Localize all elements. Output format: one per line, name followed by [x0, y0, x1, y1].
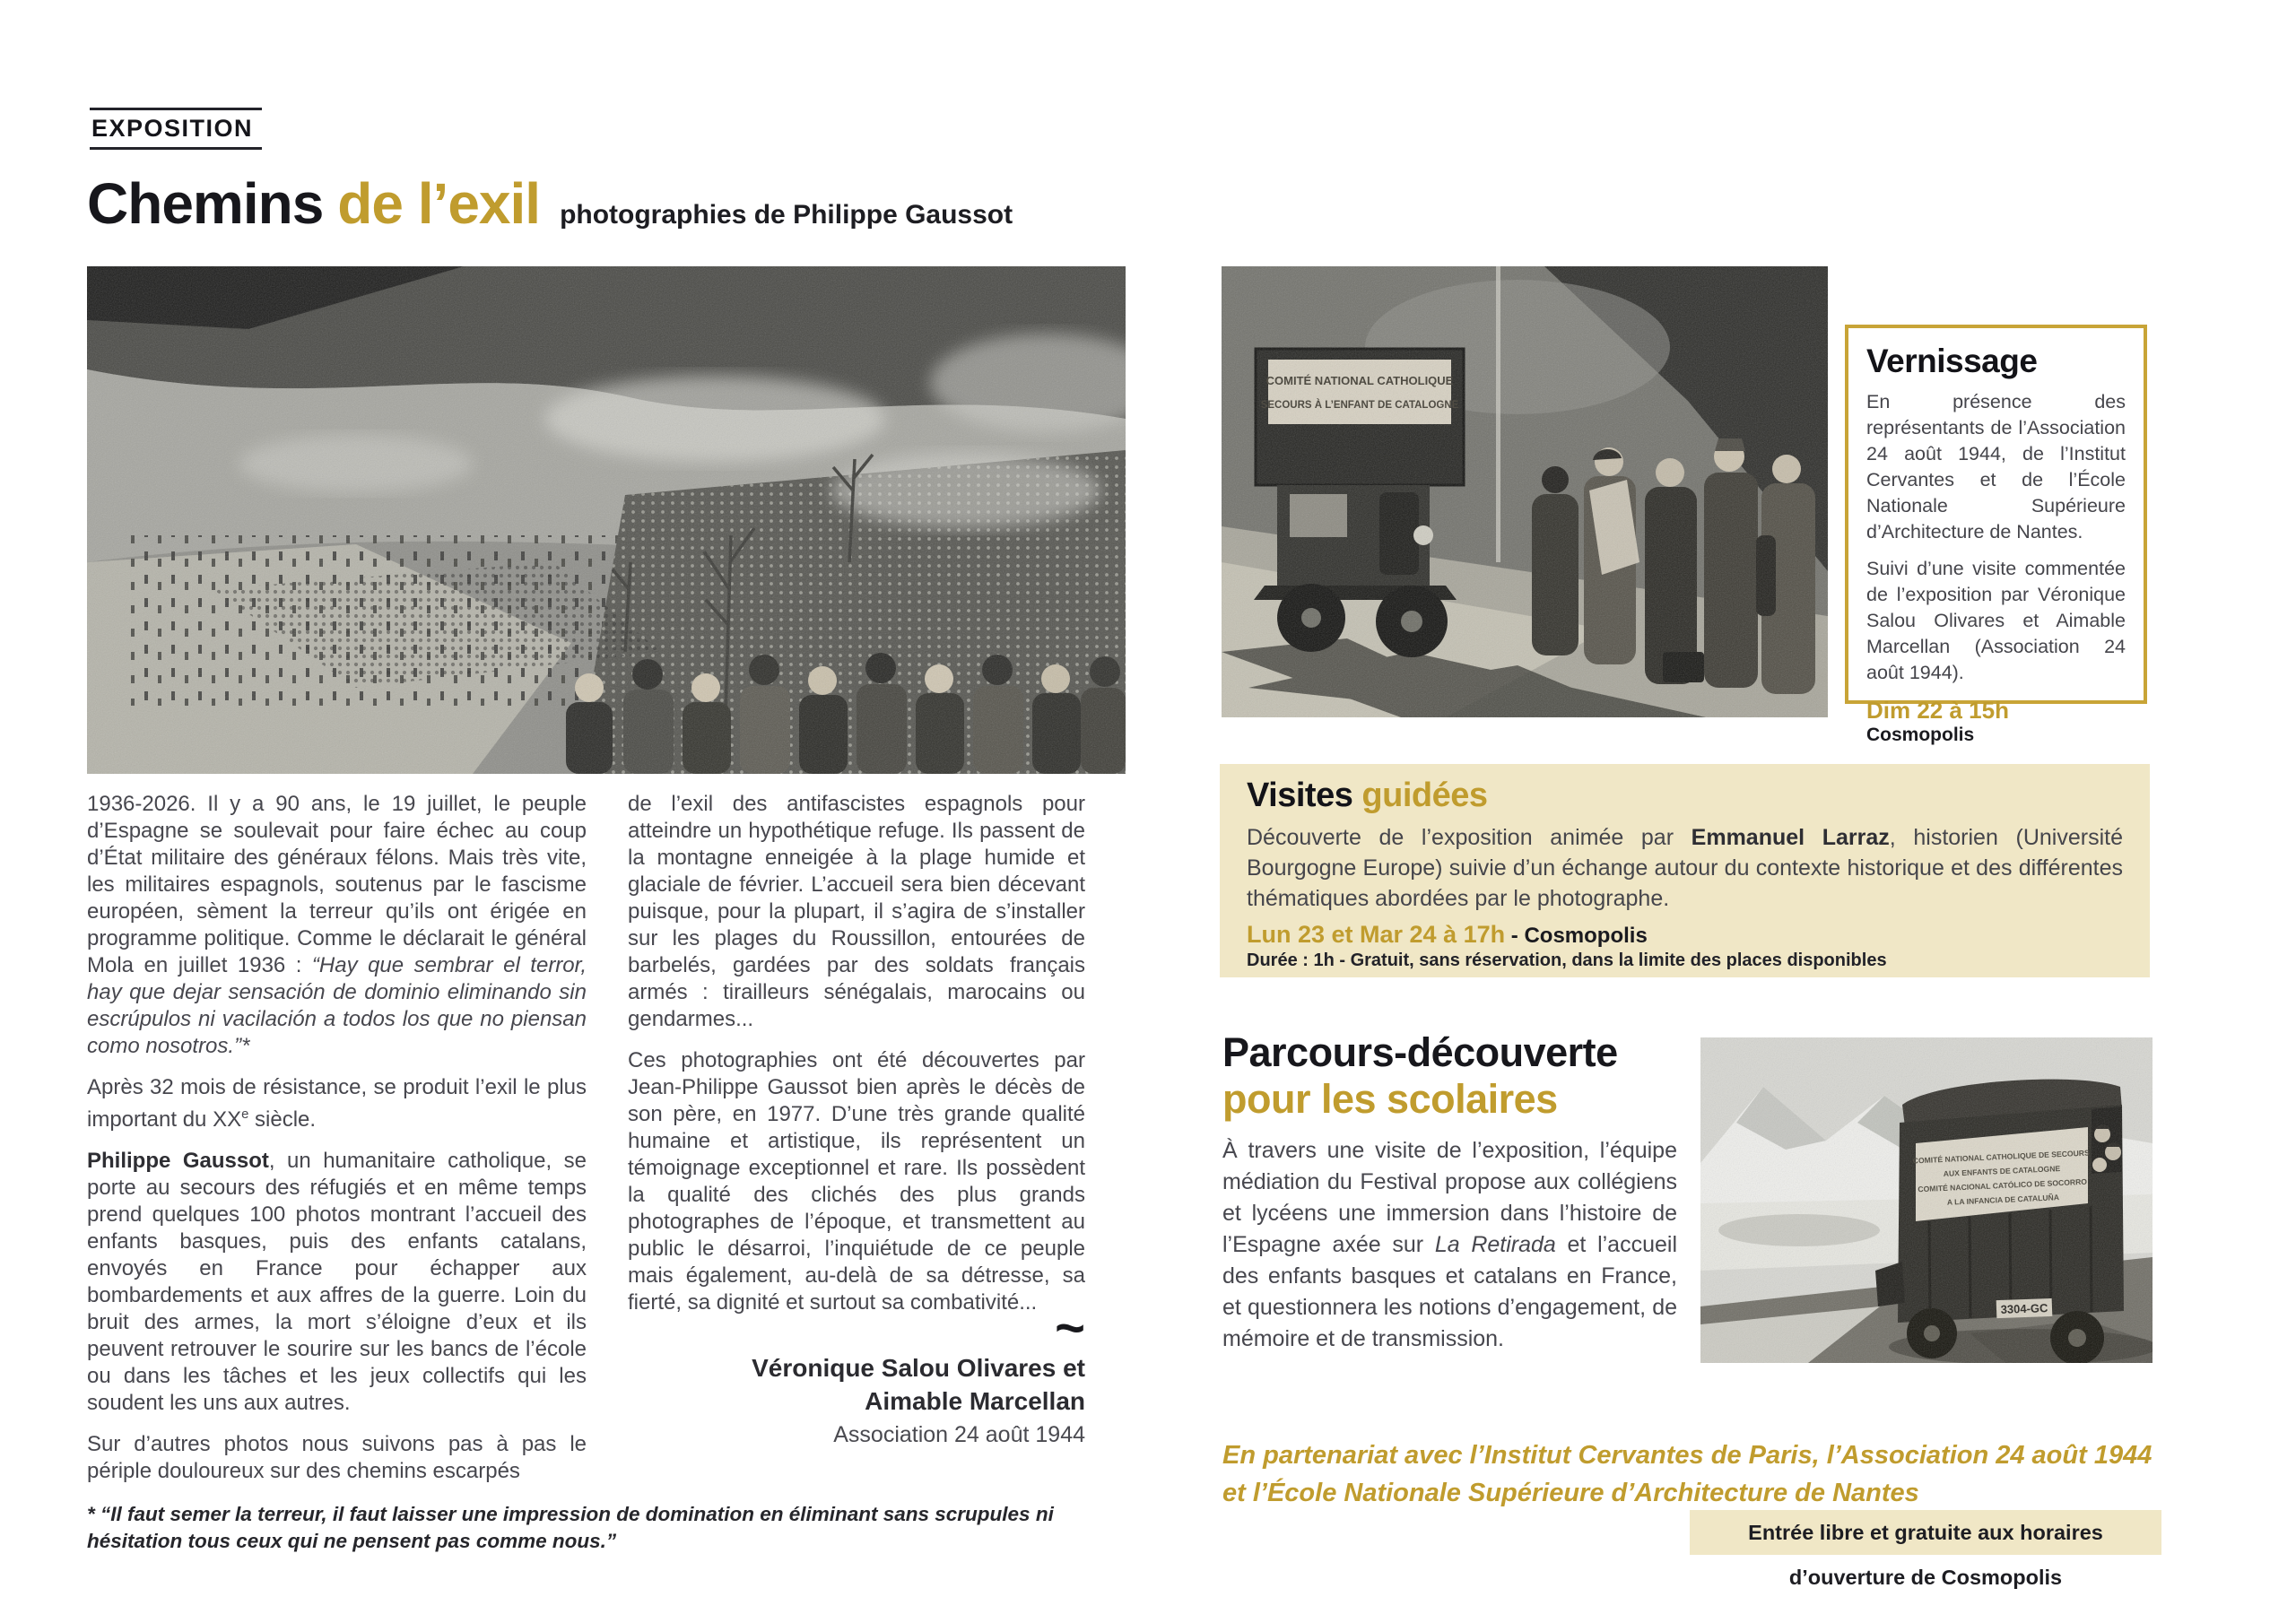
- photo-refugee-camp: [87, 266, 1126, 774]
- title-main-black: Chemins: [87, 171, 324, 236]
- guided-tours-place: - Cosmopolis: [1505, 924, 1648, 948]
- vernissage-title: Vernissage: [1866, 343, 2038, 379]
- guided-tours-box: [1220, 764, 2150, 977]
- section-kicker: EXPOSITION: [90, 108, 262, 150]
- vernissage-place: Cosmopolis: [1866, 725, 1975, 745]
- guided-tours-note: Durée : 1h - Gratuit, sans réservation, dans la limite des places disponibles: [1247, 950, 1887, 970]
- article-column-1: [87, 791, 587, 1499]
- paragraph: Ces photographies ont été découvertes par Jean-Philippe Gaussot bien après le décès de son père, en 1977. D’une très grande qualité humaine et artistique, ils représentent un témoignage exceptionnel et rare. Ils possèdent la qualité des clichés des plus grands photographes de l’époque, et transmettent au public le désarroi, l’inquiétude de ce peuple mais également, au-delà de sa détresse, sa fierté, sa dignité et surtout sa combativité...: [628, 1048, 1085, 1315]
- vernissage-paragraph-2: Suivi d’une visite commentée de l’exposition par Véronique Salou Olivares et Aimable Marcellan (Association 24 août 1944).: [1866, 558, 2126, 683]
- spanish-quote: “Hay que sembrar el terror, hay que dejar sensación de dominio eliminando sin escrúpulos ni vacilación a todos los que no piensan como nosotros.”*: [87, 953, 587, 1058]
- guided-tours-text: Découverte de l’exposition animée par Emmanuel Larraz, historien (Université Bourgogne Europe) suivie d’un échange autour du contexte historique et des différentes thématiques abordées par le photographe.: [1247, 825, 2123, 911]
- paragraph: de l’exil des antifascistes espagnols pour atteindre un hypothétique refuge. Ils passent de la montagne enneigée à la plage humide et glaciale de février. L’accueil sera bien décevant puisque, pour la plupart, il s’agira de s’installer sur les plages du Roussillon, entourées de barbelés, gardées par des soldats français armés : tirailleurs sénégalais, marocains ou gendarmes...: [628, 792, 1085, 1031]
- tilde-ornament: ~: [1055, 1299, 1085, 1358]
- title-subtitle: photographies de Philippe Gaussot: [560, 200, 1013, 230]
- vernissage-date: Dim 22 à 15h: [1866, 697, 2009, 724]
- photo-convoy-truck: [1222, 266, 1828, 717]
- free-entry-notice: Entrée libre et gratuite aux horaires d’ouverture de Cosmopolis: [1690, 1510, 2161, 1555]
- vernissage-box: [1845, 325, 2147, 745]
- title-main-gold: de l’exil: [337, 171, 541, 236]
- guided-tours-title: Visites guidées: [1247, 777, 1488, 814]
- page-title: [87, 170, 1013, 237]
- signature-authors-2: Aimable Marcellan: [865, 1387, 1085, 1415]
- paragraph: 1936-2026. Il y a 90 ans, le 19 juillet, le peuple d’Espagne se soulevait pour faire échec au coup d’État militaire des généraux félons. Mais très vite, les militaires espagnols, soutenus par le fascisme européen, sèment la terreur qu’ils ont érigée en programme politique. Comme le déclarait le général Mola en juillet 1936 : “Hay que sembrar el terror, hay que dejar sensación de dominio eliminando sin escrúpulos ni vacilación a todos los que no piensan como nosotros.”*: [87, 792, 587, 1058]
- guided-tours-date-row: [1247, 921, 2123, 949]
- vernissage-paragraph-1: En présence des représentants de l’Association 24 août 1944, de l’Institut Cervantes et de l’École Nationale Supérieure d’Architecture de Nantes.: [1866, 391, 2126, 542]
- photo-snow-truck: [1700, 1037, 2152, 1363]
- paragraph: Après 32 mois de résistance, se produit l’exil le plus important du XXe siècle.: [87, 1075, 587, 1132]
- paragraph: Philippe Gaussot, un humanitaire catholique, se porte au secours des réfugiés et en même temps prend quelques 100 photos montrant l’accueil des enfants basques, puis des enfants catalans, envoyés en France pour échapper aux bombardements et aux affres de la guerre. Loin du bruit des armes, la mort s’éloigne d’eux et ils peuvent retrouver le sourire sur les bancs de l’école ou dans les tâches et les jeux collectifs qui les soudent les uns aux autres.: [87, 1149, 587, 1415]
- article-column-2: [628, 791, 1085, 1331]
- photographer-name: Philippe Gaussot: [87, 1149, 269, 1173]
- guided-tours-date: Lun 23 et Mar 24 à 17h: [1247, 921, 1506, 948]
- retirada-italic: La Retirada: [1434, 1232, 1556, 1257]
- school-program-text: À travers une visite de l’exposition, l’équipe médiation du Festival propose aux collégiens et lycéens une immersion dans l’histoire de l’Espagne axée sur La Retirada et l’accueil des enfants basques et catalans en France, et questionnera les notions d’engagement, de mémoire et de transmission.: [1222, 1138, 1677, 1351]
- school-program-title: Parcours-découverte pour les scolaires: [1222, 1029, 1618, 1122]
- signature-authors-1: Véronique Salou Olivares et: [752, 1354, 1085, 1382]
- signature-association: Association 24 août 1944: [833, 1422, 1085, 1447]
- partnership-note: En partenariat avec l’Institut Cervantes de Paris, l’Association 24 août 1944 et l’École Nationale Supérieure d’Architecture de Nantes: [1222, 1441, 2152, 1507]
- footnote-translation: * “Il faut semer la terreur, il faut laisser une impression de domination en éliminant sans scrupules ni hésitation tous ceux qui ne pensent pas comme nous.”: [87, 1503, 1054, 1552]
- historian-name: Emmanuel Larraz: [1691, 825, 1890, 850]
- paragraph: Sur d’autres photos nous suivons pas à pas le périple douloureux sur des chemins escarpés: [87, 1432, 587, 1483]
